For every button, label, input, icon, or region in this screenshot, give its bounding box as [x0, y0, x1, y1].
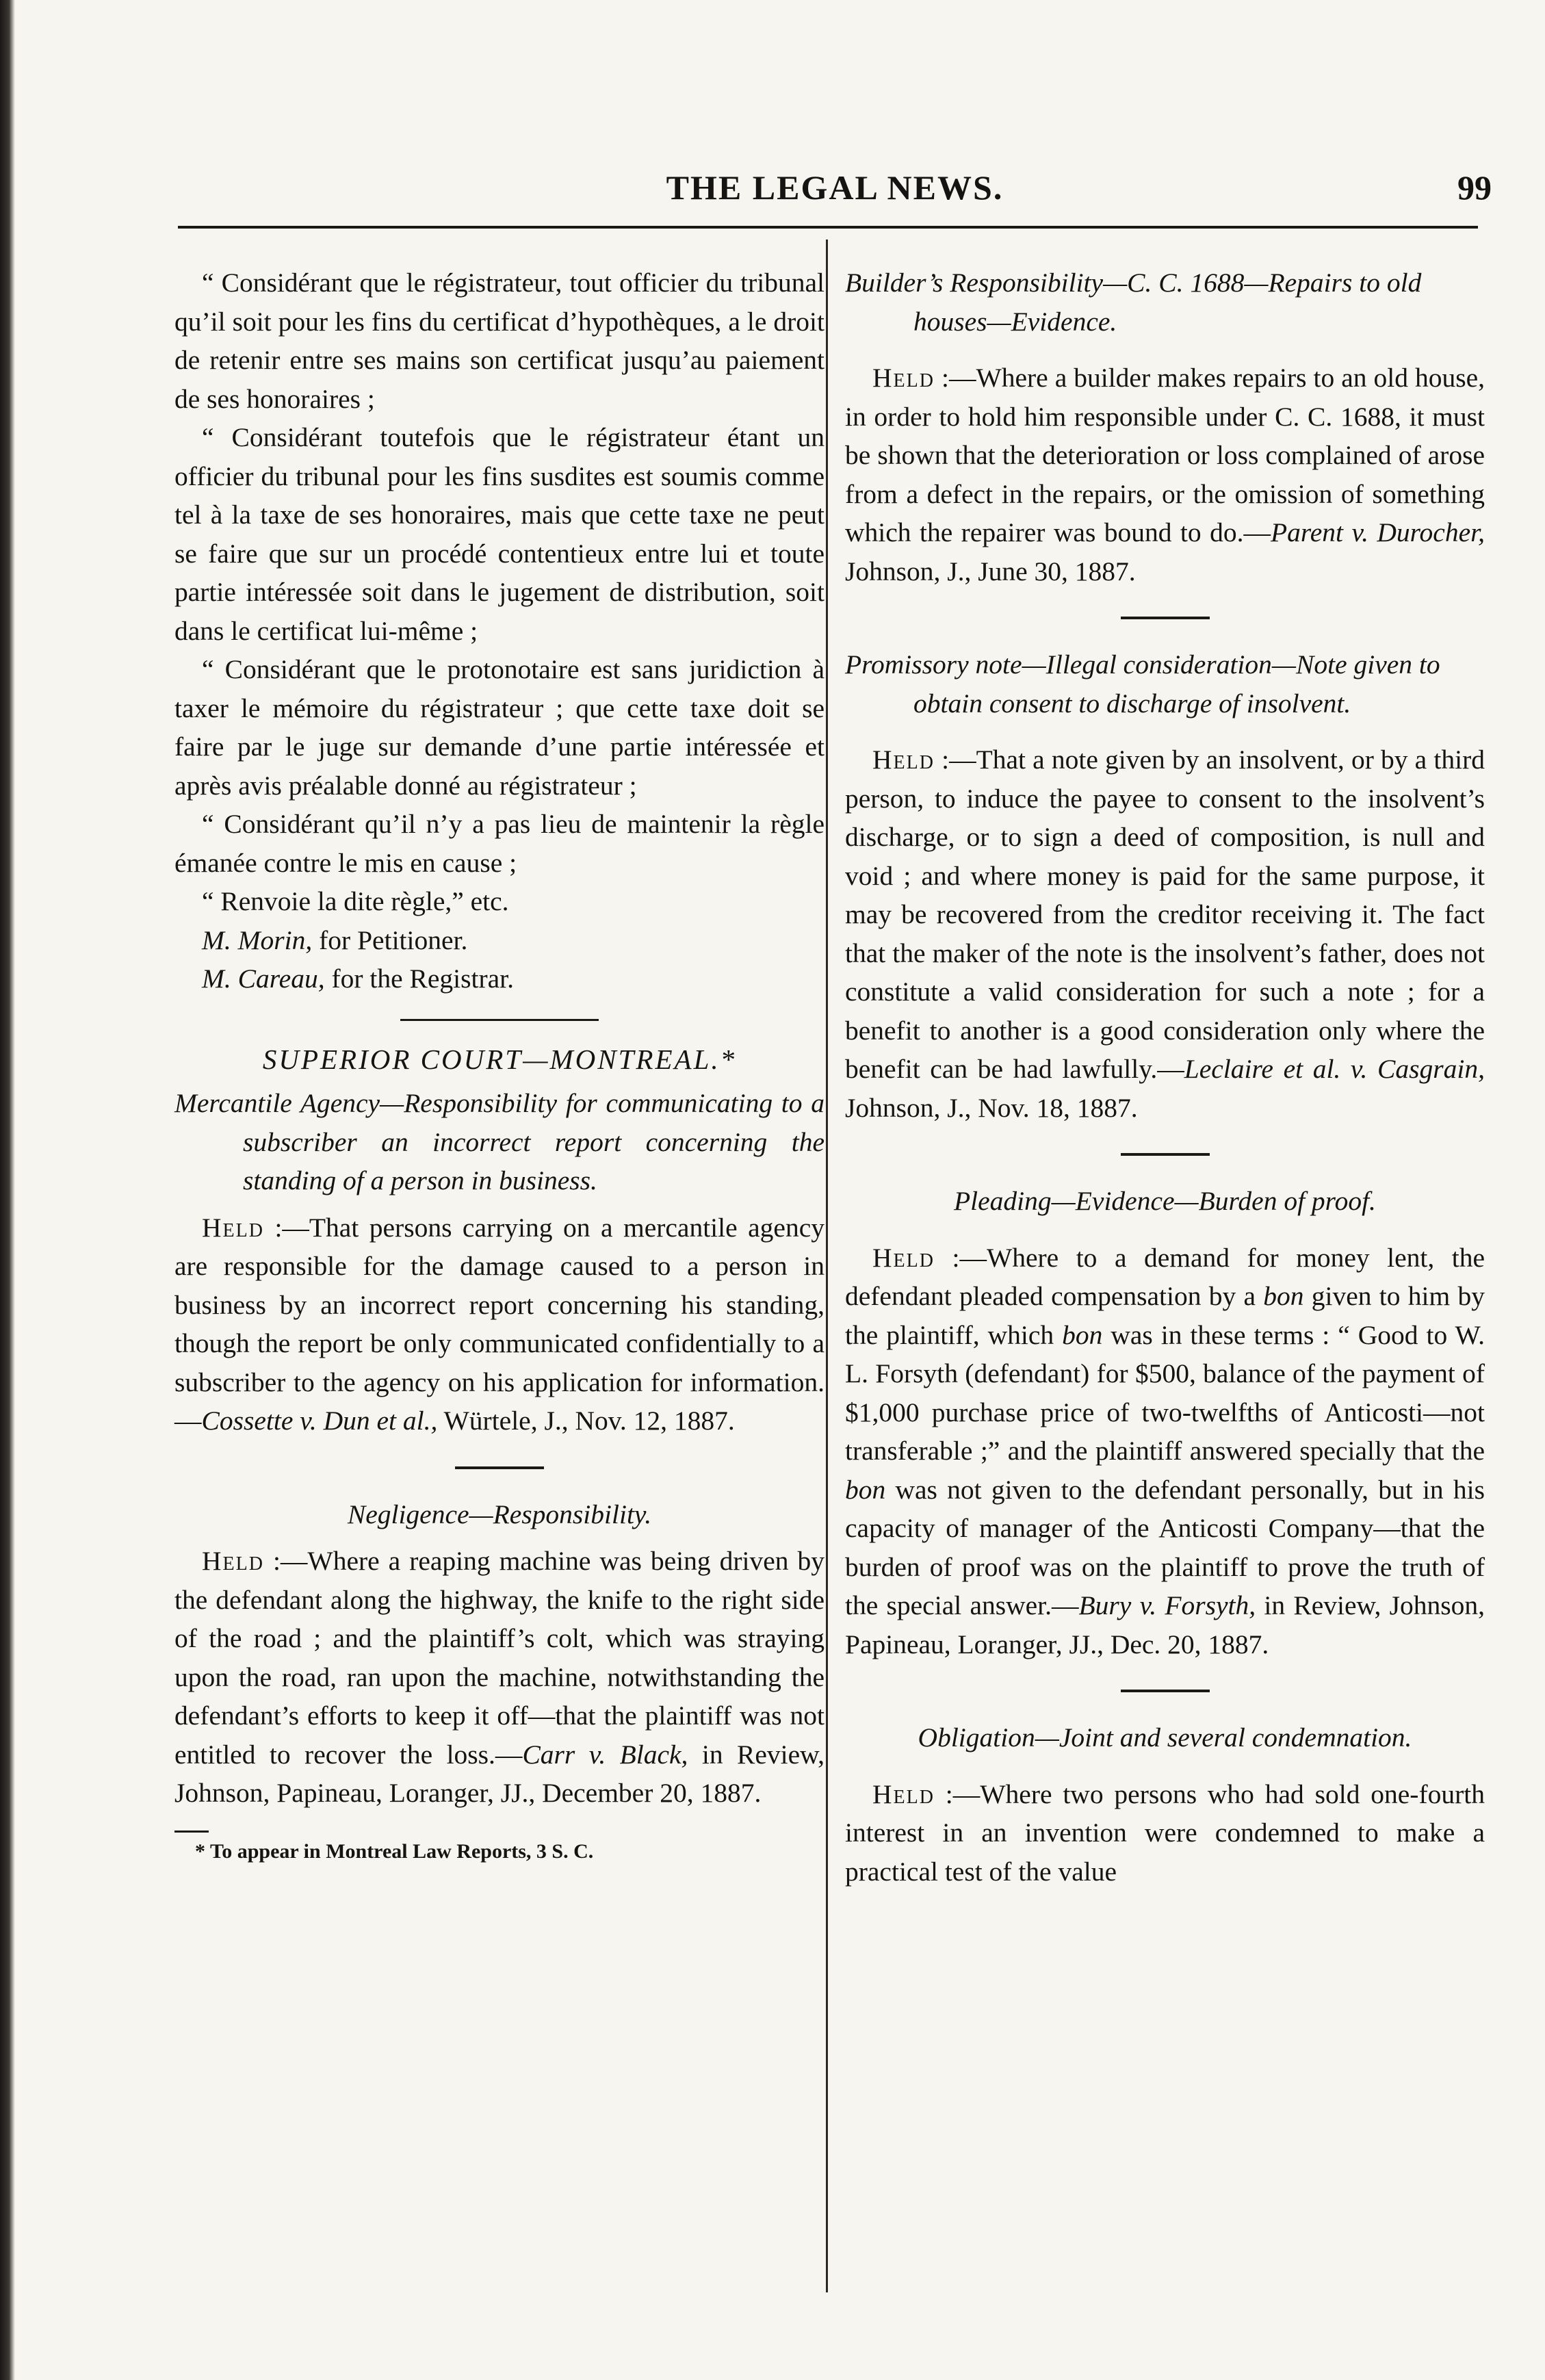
case-text: :—That a note given by an insolvent, or by a third person, to induce the payee to consent to the insolvent’s discharge, or to sign a deed of composition, is null and void ; and where money is paid for the same purpose, it may be recovered from the creditor receiving it. The fact that the maker of the note is the insolvent’s father, does not constitute a valid consideration for such a note ; for a benefit to another is a good consideration only where the benefit can be had lawfully.— [845, 745, 1485, 1084]
court-title: SUPERIOR COURT—MONTREAL.* [262, 1043, 737, 1075]
left-column [174, 263, 825, 1865]
right-column [845, 263, 1485, 1891]
case-tail: Würtele, J., Nov. 12, 1887. [437, 1406, 735, 1436]
case-text: :—Where to a demand for money lent, the defendant pleaded compensation by a [845, 1242, 1485, 1311]
case-citation: Cossette v. Dun et al., [201, 1406, 438, 1436]
bon-term: bon [845, 1474, 886, 1505]
bon-term: bon [1263, 1281, 1304, 1311]
case-body [174, 1208, 825, 1440]
counsel-role: for Petitioner. [312, 924, 468, 955]
held-label: Held [872, 1778, 935, 1809]
column-divider [826, 240, 828, 2292]
header-rule [178, 226, 1478, 229]
footnote: * To appear in Montreal Law Reports, 3 S. C. [195, 1839, 594, 1863]
held-label: Held [872, 745, 935, 775]
case-text: :—That persons carrying on a mercantile agency are responsible for the damage caused to a person in business by an incorrect report concerning his standing, though the report be only communicated confidentially to a subscriber to the agency on his application for information.— [174, 1212, 825, 1436]
held-label: Held [202, 1212, 264, 1243]
counsel-petitioner [174, 921, 825, 960]
held-label: Held [202, 1546, 264, 1576]
case-text: :—Where a reaping machine was being driven by the defendant along the highway, the knife to the right side of the road ; and the plaintiff’s colt, which was straying upon the road, ran upon the machine, notwithstanding the defendant’s efforts to keep it off—that the plaintiff was not entitled to recover the loss.— [174, 1546, 825, 1770]
held-label: Held [872, 1242, 935, 1273]
case-heading: Promissory note—Illegal consideration—Note given to obtain consent to discharge of insolvent. [845, 649, 1440, 719]
case-text: :—Where a builder makes repairs to an old house, in order to hold him responsible under C. C. 1688, it must be shown that the deterioration or loss complained of arose from a defect in the repairs, or the omission of something which the repairer was bound to do.— [845, 363, 1485, 547]
counsel-name: M. Careau, [202, 963, 325, 994]
case-citation: Leclaire et al. v. Casgrain, [1184, 1054, 1485, 1084]
page-binding-edge [0, 0, 15, 2380]
case-citation: Bury v. Forsyth, [1078, 1590, 1256, 1620]
case-tail: in Review, Johnson, Papineau, Loranger, JJ., Dec. 20, 1887. [845, 1590, 1485, 1659]
case-heading: Mercantile Agency—Responsibility for communicating to a subscriber an incorrect report concerning the standing of a person in business. [174, 1088, 825, 1195]
case-heading: Obligation—Joint and several condemnation. [918, 1722, 1412, 1752]
held-label: Held [872, 363, 935, 393]
case-tail: in Review, Johnson, Papineau, Loranger, JJ., December 20, 1887. [174, 1739, 825, 1808]
case-separator [455, 1466, 544, 1469]
case-text: given to him by the plaintiff, which [845, 1281, 1485, 1350]
paragraph-considerant-2: “ Considérant toutefois que le régistrateur étant un officier du tribunal pour les fins susdites est soumis comme tel à la taxe de ses honoraires, mais que cette taxe ne peut se faire que sur un procédé contentieux entre lui et toute partie intéressée soit dans le jugement de distribution, soit dans le certificat lui-même ; [174, 422, 825, 646]
case-body [845, 1239, 1485, 1664]
case-body [845, 359, 1485, 591]
case-citation: Carr v. Black, [522, 1739, 688, 1770]
counsel-name: M. Morin, [202, 924, 313, 955]
paragraph-considerant-4: “ Considérant qu’il n’y a pas lieu de maintenir la règle émanée contre le mis en cause ; [174, 809, 825, 878]
case-body [845, 1775, 1485, 1891]
case-heading: Negligence—Responsibility. [347, 1499, 652, 1529]
case-body [845, 740, 1485, 1127]
section-rule [400, 1019, 599, 1021]
running-title: THE LEGAL NEWS. [666, 168, 1004, 207]
paragraph-considerant-3: “ Considérant que le protonotaire est sans juridiction à taxer le mémoire du régistrateur ; que cette taxe doit se faire par le juge sur demande d’une partie intéressée et après avis préalable donné au régistrateur ; [174, 654, 825, 801]
case-text: was in these terms : “ Good to W. L. Forsyth (defendant) for $500, balance of the payment of $1,000 purchase price of two-twelfths of Anticosti—not transferable ;” and the plaintiff answered specially that the [845, 1319, 1485, 1466]
case-text: :—Where two persons who had sold one-fourth interest in an invention were condemned to make a practical test of the value [845, 1778, 1485, 1887]
footnote-rule [174, 1831, 209, 1833]
page-header [178, 168, 1492, 222]
bon-term: bon [1062, 1319, 1103, 1350]
paragraph-considerant-1: “ Considérant que le régistrateur, tout officier du tribunal qu’il soit pour les fins du certificat d’hypothèques, a le droit de retenir entre ses mains son certificat jusqu’au paiement de ses honoraires ; [174, 268, 825, 414]
case-text: was not given to the defendant personally, but in his capacity of manager of the Anticosti Company—that the burden of proof was on the plaintiff to prove the truth of the special answer.— [845, 1474, 1485, 1620]
paragraph-renvoie: “ Renvoie la dite règle,” etc. [202, 886, 509, 916]
case-citation: Parent v. Durocher, [1270, 517, 1485, 547]
case-heading: Pleading—Evidence—Burden of proof. [954, 1186, 1376, 1216]
counsel-registrar [174, 959, 825, 998]
page-number: 99 [1457, 168, 1492, 207]
case-tail: Johnson, J., Nov. 18, 1887. [845, 1092, 1138, 1123]
case-body [174, 1542, 825, 1813]
counsel-role: for the Registrar. [324, 963, 515, 994]
case-separator [1121, 1690, 1210, 1692]
case-tail: Johnson, J., June 30, 1887. [845, 556, 1136, 586]
case-heading: Builder’s Responsibility—C. C. 1688—Repairs to old houses—Evidence. [845, 268, 1422, 337]
case-separator [1121, 1153, 1210, 1156]
case-separator [1121, 617, 1210, 619]
